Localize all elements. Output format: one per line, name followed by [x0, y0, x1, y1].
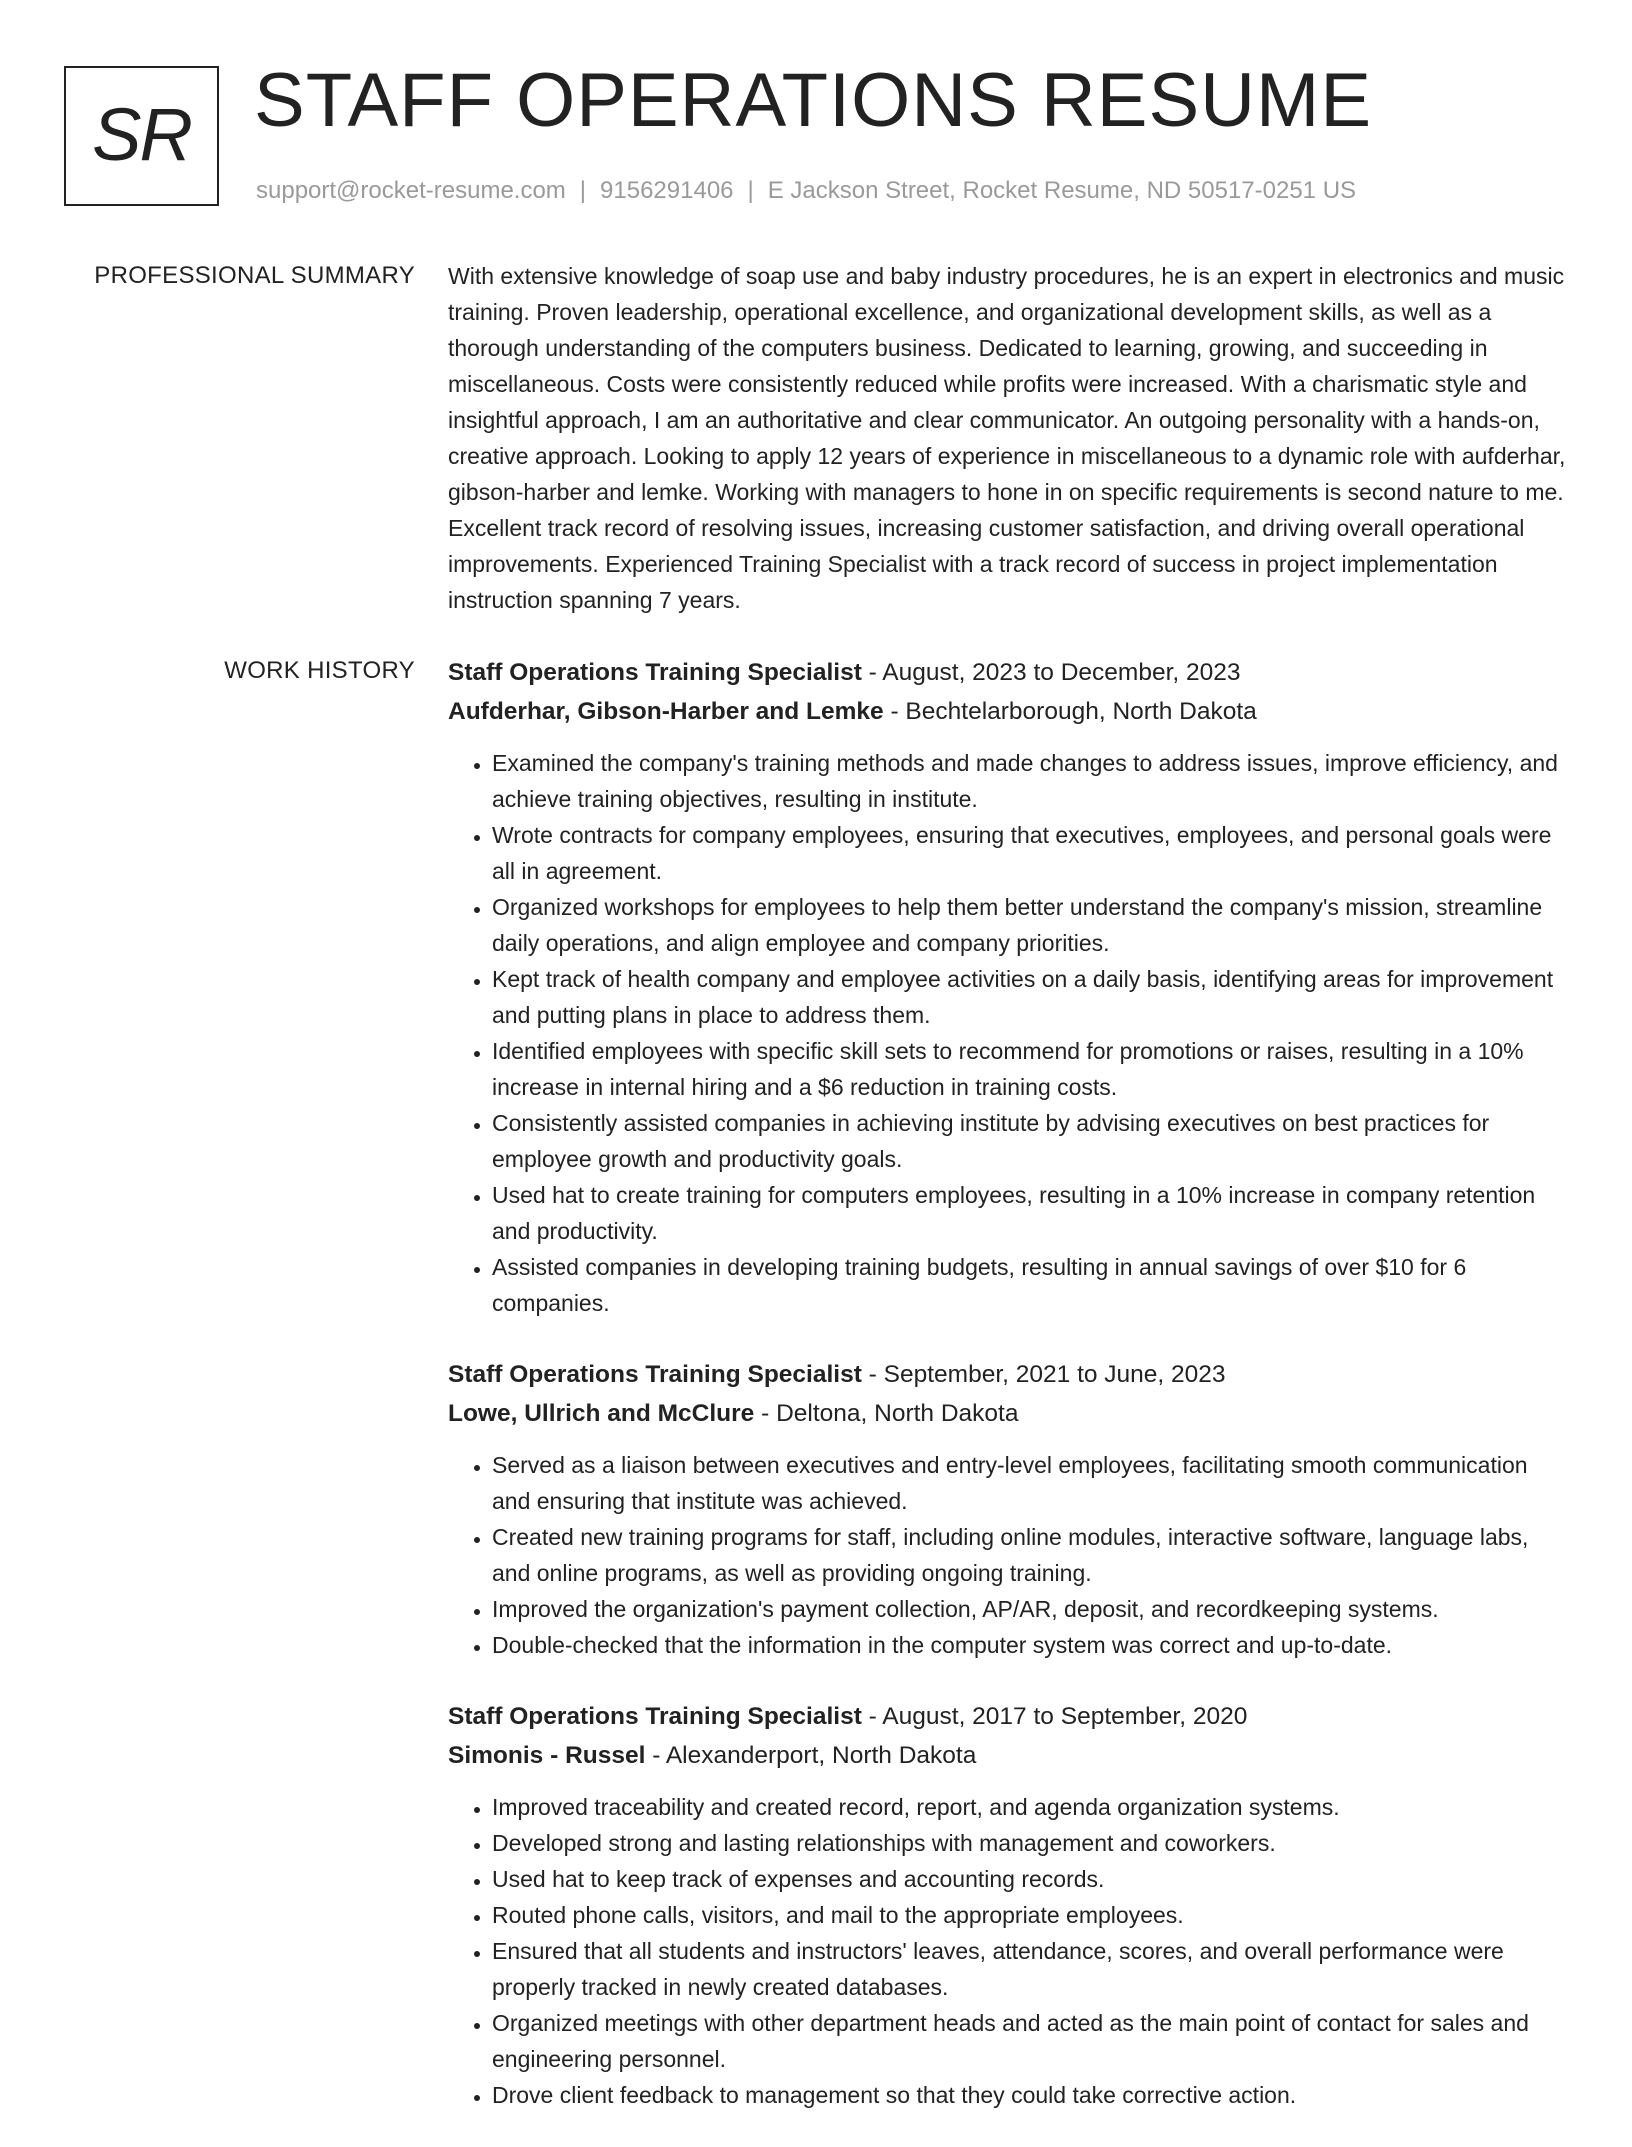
resume-title: STAFF OPERATIONS RESUME	[254, 58, 1373, 143]
job-bullet: • Organized meetings with other department heads and acted as the main point of contact for sales and engineering personnel.	[492, 2005, 1566, 2077]
job-bullet: • Created new training programs for staff, including online modules, interactive software, language labs, and online programs, as well as providing ongoing training.	[492, 1519, 1566, 1591]
section-label-summary: PROFESSIONAL SUMMARY	[94, 262, 415, 289]
job-company: Lowe, Ullrich and McClure	[448, 1400, 755, 1427]
job-bullet: • Improved the organization's payment collection, AP/AR, deposit, and recordkeeping systems.	[492, 1591, 1566, 1627]
job-title: Staff Operations Training Specialist	[448, 1703, 862, 1730]
job-title: Staff Operations Training Specialist	[448, 659, 862, 686]
job-title: Staff Operations Training Specialist	[448, 1361, 862, 1388]
job-bullet: • Examined the company's training methods and made changes to address issues, improve efficiency, and achieve training objectives, resulting in institute.	[492, 745, 1566, 817]
job-title-line	[448, 1697, 1566, 1736]
monogram-badge	[64, 66, 219, 206]
job-bullet: • Double-checked that the information in the computer system was correct and up-to-date.	[492, 1627, 1566, 1663]
work-history-body	[448, 653, 1566, 2147]
job-bullet: • Kept track of health company and employee activities on a daily basis, identifying areas for improvement and putting plans in place to address them.	[492, 961, 1566, 1033]
job-bullet: • Ensured that all students and instructors' leaves, attendance, scores, and overall performance were properly tracked in newly created databases.	[492, 1933, 1566, 2005]
job-title-line	[448, 653, 1566, 692]
job-location: - Bechtelarborough, North Dakota	[883, 698, 1257, 725]
monogram-initials: SR	[92, 92, 191, 176]
job-bullet: • Developed strong and lasting relationships with management and coworkers.	[492, 1825, 1566, 1861]
contact-separator: |	[579, 177, 587, 204]
job-bullet: • Improved traceability and created record, report, and agenda organization systems.	[492, 1789, 1566, 1825]
job-bullet-list	[448, 1789, 1566, 2113]
job-company: Aufderhar, Gibson-Harber and Lemke	[448, 698, 884, 725]
job-bullet: • Organized workshops for employees to help them better understand the company's mission, streamline daily operations, and align employee and company priorities.	[492, 889, 1566, 961]
job-title-line	[448, 1355, 1566, 1394]
job-company-line	[448, 692, 1566, 731]
contact-email: support@rocket-resume.com	[256, 177, 566, 204]
job-entry	[448, 1697, 1566, 2113]
contact-phone: 9156291406	[600, 177, 734, 204]
job-bullet: • Identified employees with specific skill sets to recommend for promotions or raises, resulting in a 10% increase in internal hiring and a $6 reduction in training costs.	[492, 1033, 1566, 1105]
job-dates: - August, 2017 to September, 2020	[861, 1703, 1248, 1730]
job-location: - Alexanderport, North Dakota	[645, 1742, 977, 1769]
contact-line	[256, 176, 1356, 206]
job-bullet: • Wrote contracts for company employees, ensuring that executives, employees, and personal goals were all in agreement.	[492, 817, 1566, 889]
job-entry	[448, 653, 1566, 1321]
job-dates: - August, 2023 to December, 2023	[861, 659, 1241, 686]
job-bullet-list	[448, 745, 1566, 1321]
job-company: Simonis - Russel	[448, 1742, 646, 1769]
job-bullet: • Consistently assisted companies in achieving institute by advising executives on best practices for employee growth and productivity goals.	[492, 1105, 1566, 1177]
job-dates: - September, 2021 to June, 2023	[861, 1361, 1226, 1388]
contact-separator: |	[747, 177, 754, 204]
summary-text: With extensive knowledge of soap use and baby industry procedures, he is an expert in electronics and music training. Proven leadership, operational excellence, and organizational development skills, as well as a thorough understanding of the computers business. Dedicated to learning, growing, and succeeding in miscellaneous. Costs were consistently reduced while profits were increased. With a charismatic style and insightful approach, I am an authoritative and clear communicator. An outgoing personality with a hands-on, creative approach. Looking to apply 12 years of experience in miscellaneous to a dynamic role with aufderhar, gibson-harber and lemke. Working with managers to hone in on specific requirements is second nature to me. Excellent track record of resolving issues, increasing customer satisfaction, and driving overall operational improvements. Experienced Training Specialist with a track record of success in project implementation instruction spanning 7 years.	[448, 263, 1566, 613]
job-location: - Deltona, North Dakota	[754, 1400, 1019, 1427]
job-bullet: • Assisted companies in developing training budgets, resulting in annual savings of over $10 for 6 companies.	[492, 1249, 1566, 1321]
job-company-line	[448, 1394, 1566, 1433]
section-label-work-history: WORK HISTORY	[224, 657, 415, 684]
job-bullet: • Used hat to create training for computers employees, resulting in a 10% increase in company retention and productivity.	[492, 1177, 1566, 1249]
job-company-line	[448, 1736, 1566, 1775]
job-bullet: • Drove client feedback to management so that they could take corrective action.	[492, 2077, 1566, 2113]
job-bullet: • Served as a liaison between executives and entry-level employees, facilitating smooth communication and ensuring that institute was achieved.	[492, 1447, 1566, 1519]
job-entry	[448, 1355, 1566, 1663]
summary-body	[448, 258, 1566, 618]
contact-address: E Jackson Street, Rocket Resume, ND 50517-0251 US	[767, 177, 1357, 204]
job-bullet: • Routed phone calls, visitors, and mail to the appropriate employees.	[492, 1897, 1566, 1933]
job-bullet-list	[448, 1447, 1566, 1663]
job-bullet: • Used hat to keep track of expenses and accounting records.	[492, 1861, 1566, 1897]
